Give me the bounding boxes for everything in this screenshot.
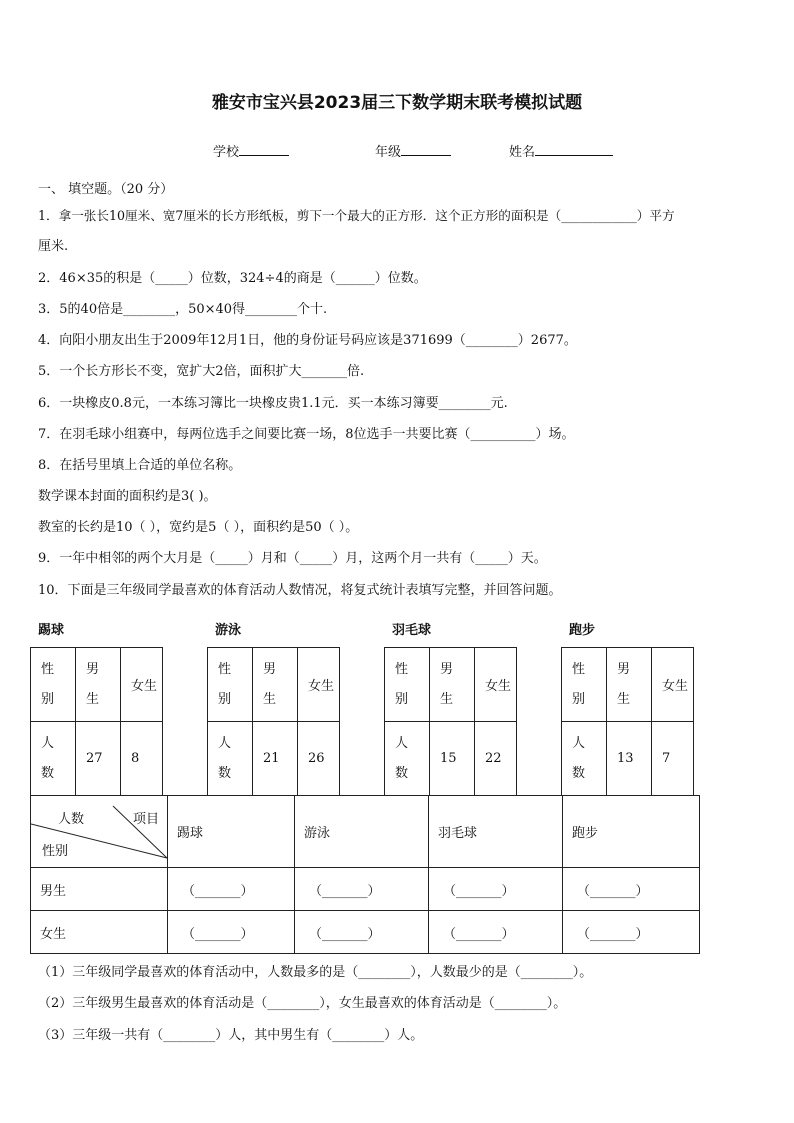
girls-swimming-blank[interactable]: （_______）: [295, 911, 429, 954]
question-8-b: 教室的长约是10（ ），宽约是5（ ），面积约是50（ ）。: [38, 520, 359, 535]
question-10: 10．下面是三年级同学最喜欢的体育活动人数情况，将复式统计表填写完整，并回答问题。: [38, 583, 562, 598]
girls-header: 女生: [475, 648, 517, 722]
column-header-swimming: 游泳: [295, 796, 429, 868]
sub-question-3: （3）三年级一共有（________）人，其中男生有（________）人。: [38, 1028, 424, 1043]
count-header: 人 数: [385, 722, 430, 796]
question-4: 4．向阳小朋友出生于2009年12月1日，他的身份证号码应该是371699（________）2677。: [38, 333, 577, 348]
table-title-swimming: 游泳: [215, 623, 242, 638]
question-5: 5．一个长方形长不变，宽扩大2倍，面积扩大_______倍.: [38, 364, 365, 379]
count-header: 人 数: [562, 722, 607, 796]
sub-question-1: （1）三年级同学最喜欢的体育活动中，人数最多的是（________），人数最少的是（________）。: [38, 965, 593, 980]
boys-header: 男 生: [76, 648, 121, 722]
girls-header: 女生: [298, 648, 340, 722]
small-table-badminton: [384, 647, 517, 796]
question-1-line2: 厘米.: [38, 239, 69, 254]
row-label-girls: 女生: [31, 911, 168, 954]
question-9: 9．一年中相邻的两个大月是（_____）月和（_____）月，这两个月一共有（_____）天。: [38, 551, 547, 566]
grade-blank[interactable]: [401, 141, 451, 156]
gender-header: 性 别: [385, 648, 430, 722]
boys-swimming-blank[interactable]: （_______）: [295, 868, 429, 911]
question-8-a: 数学课本封面的面积约是3( )。: [38, 489, 217, 504]
name-field: [509, 141, 613, 160]
small-table-running: [561, 647, 694, 796]
sub-question-2: （2）三年级男生最喜欢的体育活动是（________），女生最喜欢的体育活动是（________）。: [38, 996, 567, 1011]
table-title-running: 跑步: [569, 623, 596, 638]
boys-count: 15: [430, 722, 475, 796]
question-3: 3．5的40倍是________，50×40得________个十.: [38, 302, 328, 317]
school-label: 学校: [213, 145, 240, 160]
gender-header: 性 别: [208, 648, 253, 722]
girls-header: 女生: [121, 648, 163, 722]
column-header-badminton: 羽毛球: [429, 796, 563, 868]
question-1-line1: 1．拿一张长10厘米、宽7厘米的长方形纸板，剪下一个最大的正方形．这个正方形的面积是（____________）平方: [38, 208, 675, 223]
count-header: 人 数: [31, 722, 76, 796]
small-table-football: [30, 647, 163, 796]
girls-running-blank[interactable]: （_______）: [563, 911, 700, 954]
corner-count-label: 人数: [58, 812, 85, 827]
girls-header: 女生: [652, 648, 694, 722]
diagonal-header-cell: [31, 796, 168, 868]
column-header-running: 跑步: [563, 796, 700, 868]
boys-header: 男 生: [430, 648, 475, 722]
row-label-boys: 男生: [31, 868, 168, 911]
boys-header: 男 生: [607, 648, 652, 722]
section-heading: 一、 填空题。（20 分）: [38, 182, 174, 197]
question-7: 7．在羽毛球小组赛中，每两位选手之间要比赛一场，8位选手一共要比赛（__________）场。: [38, 427, 575, 442]
boys-count: 13: [607, 722, 652, 796]
girls-badminton-blank[interactable]: （_______）: [429, 911, 563, 954]
boys-badminton-blank[interactable]: （_______）: [429, 868, 563, 911]
girls-count: 26: [298, 722, 340, 796]
question-2: 2．46×35的积是（_____）位数，324÷4的商是（______）位数。: [38, 271, 427, 286]
column-header-football: 踢球: [168, 796, 295, 868]
gender-header: 性 别: [31, 648, 76, 722]
girls-count: 8: [121, 722, 163, 796]
grade-field: [375, 141, 451, 160]
count-header: 人 数: [208, 722, 253, 796]
corner-item-label: 项目: [133, 812, 160, 827]
gender-header: 性 别: [562, 648, 607, 722]
name-label: 姓名: [509, 145, 536, 160]
girls-count: 22: [475, 722, 517, 796]
small-table-swimming: [207, 647, 340, 796]
boys-football-blank[interactable]: （_______）: [168, 868, 295, 911]
question-8: 8．在括号里填上合适的单位名称。: [38, 458, 242, 473]
girls-football-blank[interactable]: （_______）: [168, 911, 295, 954]
boys-count: 21: [253, 722, 298, 796]
table-title-badminton: 羽毛球: [392, 623, 432, 638]
boys-header: 男 生: [253, 648, 298, 722]
corner-gender-label: 性别: [42, 844, 69, 859]
compound-stats-table: [30, 795, 700, 954]
name-blank[interactable]: [535, 141, 613, 156]
question-6: 6．一块橡皮0.8元，一本练习簿比一块橡皮贵1.1元．买一本练习簿要________元.: [38, 396, 508, 411]
boys-running-blank[interactable]: （_______）: [563, 868, 700, 911]
table-title-football: 踢球: [38, 623, 65, 638]
page-title: 雅安市宝兴县2023届三下数学期末联考模拟试题: [211, 93, 583, 113]
school-blank[interactable]: [239, 141, 289, 156]
grade-label: 年级: [375, 145, 402, 160]
school-field: [213, 141, 289, 160]
girls-count: 7: [652, 722, 694, 796]
boys-count: 27: [76, 722, 121, 796]
